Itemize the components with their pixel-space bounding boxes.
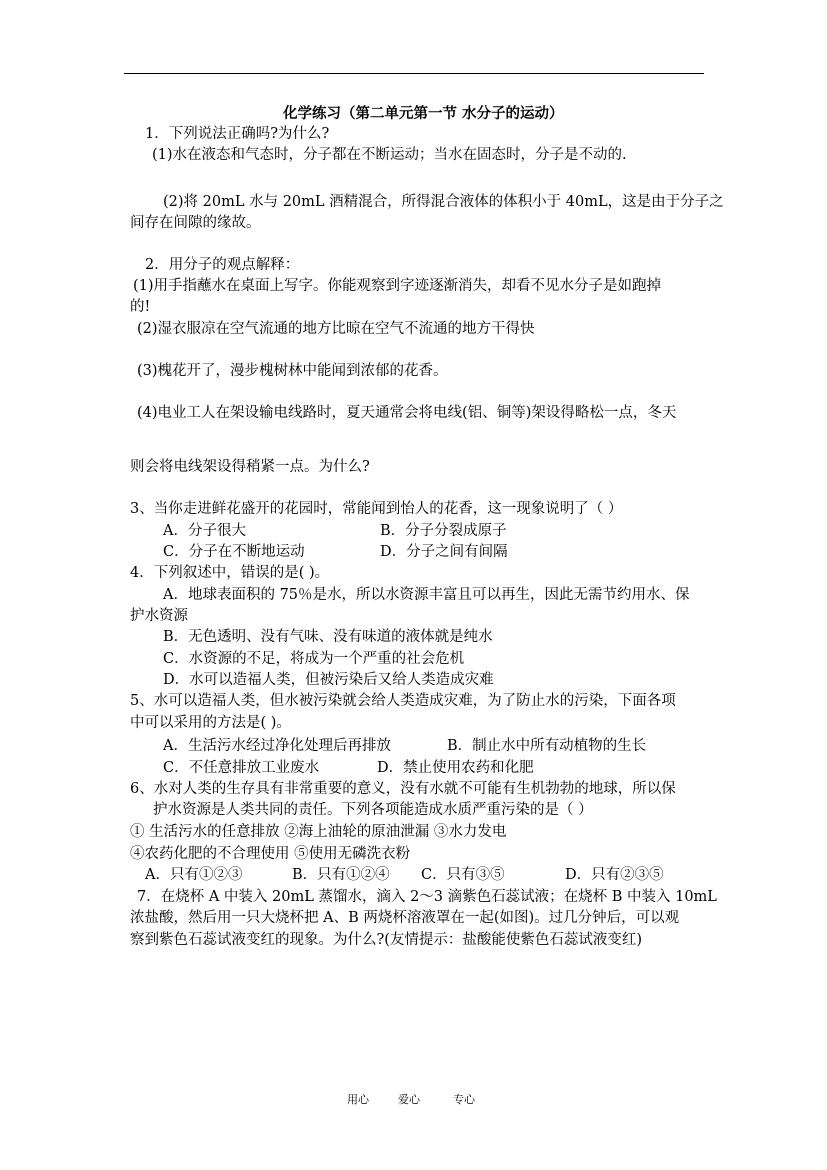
q7-line2: 浓盐酸，然后用一只大烧杯把 A、B 两烧杯溶液罩在一起(如图)。过几分钟后，可以观 — [130, 910, 680, 926]
q5-stem-line2: 中可以采用的方法是( )。 — [130, 715, 291, 731]
q5-option-a: A．生活污水经过净化处理后再排放 — [163, 738, 391, 754]
q2-part4-line2: 则会将电线架设得稍紧一点。为什么? — [130, 459, 370, 475]
q4-option-c: C．水资源的不足，将成为一个严重的社会危机 — [163, 651, 465, 667]
q2-part4-line1: (4)电业工人在架设输电线路时，夏天通常会将电线(铝、铜等)架设得略松一点，冬天 — [137, 405, 677, 421]
q1-part2-line1: (2)将 20mL 水与 20mL 酒精混合，所得混合液体的体积小于 40mL，这是由于分子之 — [163, 194, 724, 210]
q7-line1: 7．在烧杯 A 中装入 20mL 蒸馏水，滴入 2～3 滴紫色石蕊试液；在烧杯 B 中装入 10mL — [137, 889, 717, 905]
q1-part2-line2: 间存在间隙的缘故。 — [130, 215, 261, 231]
q6-option-b: B．只有①②④ — [292, 867, 390, 883]
footer-word-3: 专心 — [453, 1093, 475, 1106]
q5-option-c: C．不任意排放工业废水 — [163, 760, 320, 776]
q4-option-d: D．水可以造福人类，但被污染后又给人类造成灾难 — [163, 672, 494, 688]
q3-option-d: D．分子之间有间隔 — [380, 544, 508, 560]
q4-stem: 4．下列叙述中，错误的是( )。 — [130, 565, 330, 581]
q1-part1: (1)水在液态和气态时，分子都在不断运动；当水在固态时，分子是不动的. — [152, 147, 627, 163]
q5-stem-line1: 5、水可以造福人类，但水被污染就会给人类造成灾难，为了防止水的污染，下面各项 — [130, 693, 676, 709]
q2-part3: (3)槐花开了，漫步槐树林中能闻到浓郁的花香。 — [137, 363, 448, 379]
q7-line3: 察到紫色石蕊试液变红的现象。为什么?(友情提示：盐酸能使紫色石蕊试液变红) — [130, 932, 643, 948]
q2-part1-line2: 的! — [130, 299, 151, 315]
q2-stem: 2．用分子的观点解释： — [145, 257, 300, 273]
q6-items-line1: ① 生活污水的任意排放 ②海上油轮的原油泄漏 ③水力发电 — [130, 824, 507, 840]
q6-stem-line2: 护水资源是人类共同的责任。下列各项能造成水质严重污染的是（ ） — [153, 802, 593, 818]
q3-option-b: B．分子分裂成原子 — [380, 523, 507, 539]
q6-items-line2: ④农药化肥的不合理使用 ⑤使用无磷洗衣粉 — [130, 846, 411, 862]
q2-part2: (2)湿衣服凉在空气流通的地方比晾在空气不流通的地方干得快 — [137, 321, 535, 337]
q5-option-d: D．禁止使用农药和化肥 — [377, 760, 534, 776]
q6-option-c: C．只有③⑤ — [421, 867, 505, 883]
footer-word-2: 爱心 — [398, 1093, 420, 1106]
header-rule — [124, 73, 704, 74]
q6-option-a: A．只有①②③ — [145, 867, 243, 883]
q3-option-a: A．分子很大 — [163, 523, 246, 539]
q4-option-b: B．无色透明、没有气味、没有味道的液体就是纯水 — [163, 629, 493, 645]
q2-part1-line1: (1)用手指蘸水在桌面上写字。你能观察到字迹逐渐消失，却看不见水分子是如跑掉 — [133, 278, 662, 294]
q3-option-c: C．分子在不断地运动 — [163, 544, 305, 560]
q6-option-d: D．只有②③⑤ — [565, 867, 664, 883]
q4-option-a-line1: A．地球表面积的 75％是水，所以水资源丰富且可以再生，因此无需节约用水、保 — [163, 587, 690, 603]
q4-option-a-line2: 护水资源 — [130, 608, 188, 624]
q5-option-b: B．制止水中所有动植物的生长 — [447, 738, 647, 754]
footer-word-1: 用心 — [347, 1093, 369, 1106]
q3-stem: 3、当你走进鲜花盛开的花园时，常能闻到怡人的花香，这一现象说明了（ ） — [130, 501, 623, 517]
q1-stem: 1．下列说法正确吗?为什么? — [145, 126, 330, 142]
q6-stem-line1: 6、水对人类的生存具有非常重要的意义，没有水就不可能有生机勃勃的地球，所以保 — [130, 781, 676, 797]
page-title: 化学练习（第二单元第一节 水分子的运动） — [283, 105, 564, 122]
